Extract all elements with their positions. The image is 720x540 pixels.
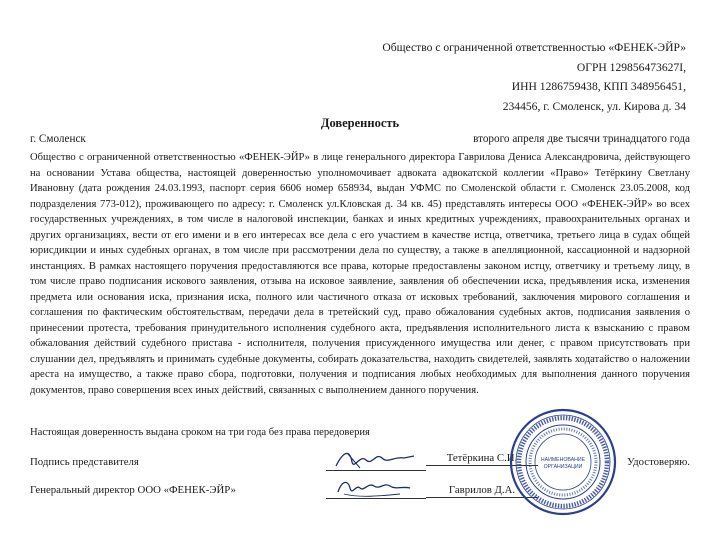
representative-signature-label: Подпись представителя (30, 456, 139, 468)
representative-name: Тетёркина С.И. (426, 452, 538, 466)
place-date-row (30, 133, 690, 149)
validity-statement: Настоящая доверенность выдана сроком на три года без права передоверия (30, 427, 370, 438)
organization-seal-stamp (508, 407, 618, 517)
director-name: Гаврилов Д.А. (426, 484, 538, 498)
document-title: Доверенность (320, 116, 400, 130)
org-inn-kpp-line: ИНН 1286759438, КПП 348956451, (511, 80, 686, 93)
org-name-line: Общество с ограниченной ответственностью «ФЕНЕК-ЭЙР» (382, 41, 686, 54)
date-of-issue: второго апреля две тысячи тринадцатого года (473, 133, 690, 145)
certification-text: Удостоверяю. (626, 456, 690, 468)
org-ogrn-line: ОГРН 129856473627I, (576, 60, 686, 74)
stamp-center-line-1: НАИМЕНОВАНИЕ (540, 457, 586, 463)
organization-header (382, 38, 686, 116)
director-signature-line (326, 498, 426, 499)
org-address-line: 234456, г. Смоленск, ул. Кирова д. 34 (502, 99, 686, 113)
stamp-center-line-2: ОРГАНИЗАЦИИ (543, 464, 583, 470)
document-body: Общество с ограниченной ответственностью «ФЕНЕК-ЭЙР» в лице генерального директора Гаврилова Дениса Александровича, действующего на основании Устава общества, настоящей доверенностью уполномочивает адвоката адвокатской коллегии «Право» Тетёркину Светлану Ивановну (дата рождения 24.03.1993, паспорт серия 6606 номер 658934, выдан УФМС по Смоленской области г. Смоленск 23.05.2008, код подразделения 773-012), проживающего по адресу: г. Смоленск ул.Кловская д. 34 кв. 45) представлять интересы ООО «ФЕНЕК-ЭЙР» во всех государственных учреждениях, в том числе в налоговой инспекции, банках и иных кредитных учреждениях, правоохранительных органах и других организациях, вести от его имени и в его интересах все дела с его участием в качестве истца, ответчика, третьего лица в судах общей юрисдикции и иных судебных органах, в том числе при рассмотрении дела по существу, а также в апелляционной, кассационной и надзорной инстанциях. В рамках настоящего поручения предоставляются все права, которые предоставлены законом истцу, ответчику и третьему лицу, в том числе право подписания искового заявления, отзыва на исковое заявление, заявления об обеспечении иска, предъявления иска, изменения предмета или основания иска, признания иска, полного или частичного отказа от исковых требований, заключения мирового соглашения и соглашения по фактическим обстоятельствам, передачи дела в третейский суд, право обжалования судебных актов, подписания заявления о принесении протеста, требования принудительного исполнения судебного акта, предъявления исполнительного листа к взысканию с правом обжалования действий судебного пристава - исполнителя, получения присужденного имущества или денег, с правом присутствовать при слушании дел, предъявлять и принимать судебные документы, собирать доказательства, находить свидетелей, заявлять ходатайство о наложении ареста на имущество, а также право сбора, подготовки, получения и подписания любых необходимых для выполнения данного поручения документов, право совершения всех иных действий, связанных с выполнением данного поручения. (30, 152, 690, 396)
place-of-issue: г. Смоленск (30, 133, 86, 145)
director-signature-label: Генеральный директор ООО «ФЕНЕК-ЭЙР» (30, 484, 236, 496)
representative-signature-line (326, 470, 426, 471)
